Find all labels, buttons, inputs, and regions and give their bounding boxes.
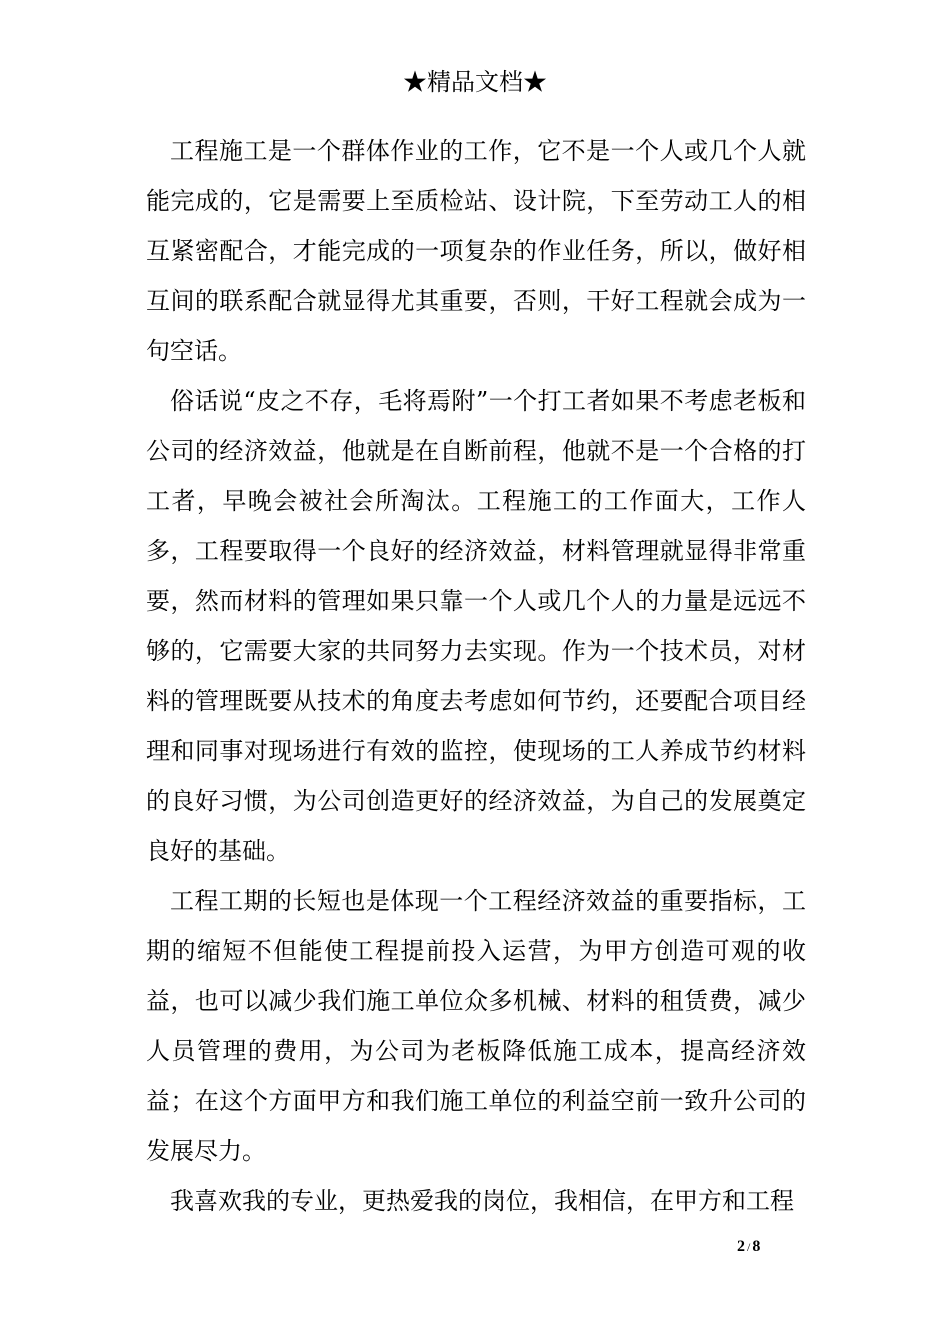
page-current: 2: [737, 1238, 745, 1255]
page-separator: /: [747, 1240, 751, 1254]
paragraph-1: 工程施工是一个群体作业的工作，它不是一个人或几个人就能完成的，它是需要上至质检站、设计院，下至劳动工人的相互紧密配合，才能完成的一项复杂的作业任务，所以，做好相互间的联系配合就显得尤其重要，否则，干好工程就会成为一句空话。: [146, 137, 806, 365]
paragraph-4: 我喜欢我的专业，更热爱我的岗位，我相信，在甲方和工程: [170, 1187, 794, 1215]
document-body: [146, 126, 806, 1226]
paragraph-3: 工程工期的长短也是体现一个工程经济效益的重要指标，工期的缩短不但能使工程提前投入运营，为甲方创造可观的收益，也可以减少我们施工单位众多机械、材料的租赁费，减少人员管理的费用，为公司为老板降低施工成本，提高经济效益；在这个方面甲方和我们施工单位的利益空前一致升公司的发展尽力。: [146, 887, 806, 1165]
paragraph-2: 俗话说“皮之不存，毛将焉附”一个打工者如果不考虑老板和公司的经济效益，他就是在自断前程，他就不是一个合格的打工者，早晚会被社会所淘汰。工程施工的工作面大，工作人多，工程要取得一个良好的经济效益，材料管理就显得非常重要，然而材料的管理如果只靠一个人或几个人的力量是远远不够的，它需要大家的共同努力去实现。作为一个技术员，对材料的管理既要从技术的角度去考虑如何节约，还要配合项目经理和同事对现场进行有效的监控，使现场的工人养成节约材料的良好习惯，为公司创造更好的经济效益，为自己的发展奠定良好的基础。: [146, 387, 806, 865]
page-number: [737, 1238, 760, 1256]
page-total: 8: [752, 1238, 761, 1255]
page-header-title: ★精品文档★: [403, 68, 547, 96]
